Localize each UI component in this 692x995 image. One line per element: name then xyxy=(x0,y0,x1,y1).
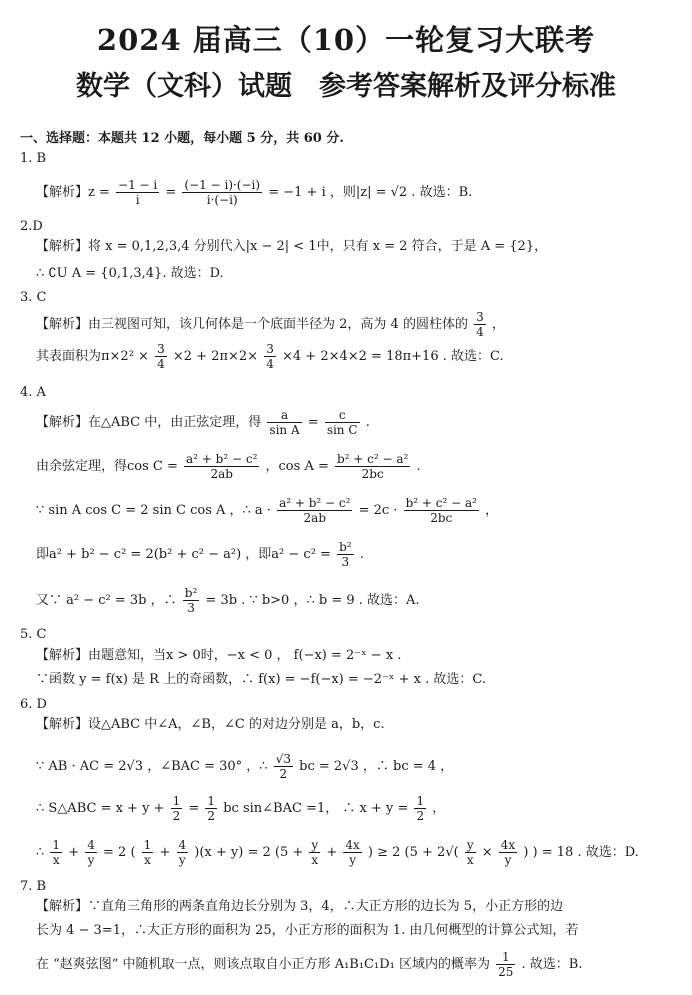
q6-answer: 6. D xyxy=(20,697,47,712)
q3-answer: 3. C xyxy=(20,290,47,305)
q3-explanation-line2: 其表面积为π×2² × $\frac{3}{4}$ ×2 + 2π×2× $\frac{3}{4}$ ×4 + 2×4×2 = 18π+16 . 故选：C. xyxy=(36,342,504,371)
fraction: $\frac{1}{2}$ xyxy=(416,794,425,823)
fraction: $\frac{c}{\text{sin C}}$ xyxy=(326,408,358,437)
q7-line2: 长为 4 − 3=1，∴大正方形的面积为 25，小正方形的面积为 1. 由几何概型的计算公式知，若 xyxy=(36,923,579,938)
q2-explanation-line1: 【解析】将 x = 0,1,2,3,4 分别代入|x − 2| < 1中，只有 x = 2 符合，于是 A = {2}， xyxy=(36,239,548,254)
q7-answer: 7. B xyxy=(20,879,47,894)
document-subtitle: 数学（文科）试题 参考答案解析及评分标准 xyxy=(76,71,616,102)
fraction: $\frac{3}{4}$ xyxy=(476,310,484,339)
fraction: $\frac{a}{\text{sin A}}$ xyxy=(269,408,300,437)
q6-line2: ∵ AB · AC = 2√3 ，∠BAC = 30° ，∴ $\frac{√3}{2}$ bc = 2√3 ，∴ bc = 4 ， xyxy=(36,752,454,781)
fraction: $\frac{\text{b² + c² − a²}}{2bc}$ xyxy=(405,496,477,525)
q4-line5: 又∵ a² − c² = 3b ，∴ $\frac{\text{b²}}{3}$ = 3b . ∵ b>0 ，∴ b = 9 . 故选：A. xyxy=(36,586,420,615)
fraction: $\frac{4x}{y}$ xyxy=(345,838,360,867)
q7-line3: 在 “赵爽弦图” 中随机取一点，则该点取自小正方形 A₁B₁C₁D₁ 区域内的概率为 $\frac{1}{25}$ . 故选：B. xyxy=(36,950,583,979)
fraction: $\frac{\text{a² + b² − c²}}{2ab}$ xyxy=(186,452,258,481)
q1-explanation: 【解析】z = $\frac{-1 - i}{i}$ = $\frac{(-1 - i)\cdot(-i)}{i\cdot(-i)}$ = −1 + i ，则|z| = √2 . 故选：B. xyxy=(36,178,473,207)
fraction: $\frac{√3}{2}$ xyxy=(275,752,291,781)
fraction: $\frac{1}{2}$ xyxy=(172,794,181,823)
fraction: $\frac{1}{25}$ xyxy=(498,950,514,979)
q6-line4: ∴ $\frac{1}{x}$ + $\frac{4}{y}$ = 2 ( $\frac{1}{x}$ + $\frac{4}{y}$ )(x + y) = 2 (5 + $\frac{y}{x}$ + $\frac{4x}{y}$ ) ≥ 2 (5 + 2√( $\frac{y}{x}$ × $\frac{4x}{y}$ ) ) = 18 . 故选：D. xyxy=(36,838,639,867)
fraction: $\frac{3}{4}$ xyxy=(157,342,165,371)
q4-line3: ∵ sin A cos C = 2 sin C cos A ，∴ a · $\frac{\text{a² + b² − c²}}{2ab}$ = 2c · $\frac{\text{b² + c² − a²}}{2bc}$ ， xyxy=(36,496,499,525)
fraction: $\frac{\text{a² + b² − c²}}{2ab}$ xyxy=(279,496,351,525)
q4-line4: 即a² + b² − c² = 2(b² + c² − a²) ，即a² − c² = $\frac{\text{b²}}{3}$ . xyxy=(36,540,364,569)
fraction: $\frac{1}{x}$ xyxy=(52,838,61,867)
q4-line2: 由余弦定理，得cos C = $\frac{\text{a² + b² − c²}}{2ab}$ ，cos A = $\frac{\text{b² + c² − a²}}{2bc}$ . xyxy=(36,452,421,481)
q5-line2: ∵函数 y = f(x) 是 R 上的奇函数，∴ f(x) = −f(−x) = −2⁻ˣ + x . 故选：C. xyxy=(36,672,486,687)
fraction: $\frac{y}{x}$ xyxy=(466,838,474,867)
q6-line1: 【解析】设△ABC 中∠A，∠B，∠C 的对边分别是 a，b，c. xyxy=(36,717,385,732)
fraction: $\frac{\text{b²}}{3}$ xyxy=(184,586,198,615)
fraction: $\frac{1}{2}$ xyxy=(207,794,216,823)
section-heading: 一、选择题：本题共 12 小题，每小题 5 分，共 60 分. xyxy=(20,131,344,146)
q2-answer: 2.D xyxy=(20,219,43,234)
fraction: $\frac{(-1 - i)\cdot(-i)}{i\cdot(-i)}$ xyxy=(184,178,261,207)
q3-explanation-line1: 【解析】由三视图可知，该几何体是一个底面半径为 2，高为 4 的圆柱体的 $\frac{3}{4}$ ， xyxy=(36,310,505,339)
q5-line1: 【解析】由题意知，当x > 0时，−x < 0 ， f(−x) = 2⁻ˣ − x . xyxy=(36,648,402,663)
q7-line1: 【解析】∵直角三角形的两条直角边长分别为 3，4，∴大正方形的边长为 5，小正方形的边 xyxy=(36,899,564,914)
q5-answer: 5. C xyxy=(20,627,47,642)
q1-answer: 1. B xyxy=(20,151,47,166)
q4-answer: 4. A xyxy=(20,385,46,400)
fraction: $\frac{4}{y}$ xyxy=(178,838,187,867)
q2-explanation-line2: ∴ ∁U A = {0,1,3,4}. 故选：D. xyxy=(36,266,224,281)
fraction: $\frac{4}{y}$ xyxy=(87,838,95,867)
fraction: $\frac{-1 - i}{i}$ xyxy=(118,178,158,207)
fraction: $\frac{y}{x}$ xyxy=(311,838,319,867)
fraction: $\frac{\text{b²}}{3}$ xyxy=(339,540,352,569)
q6-line3: ∴ S△ABC = x + y + $\frac{1}{2}$ = $\frac{1}{2}$ bc sin∠BAC =1， ∴ x + y = $\frac{1}{2}$ ， xyxy=(36,794,446,823)
fraction: $\frac{\text{b² + c² − a²}}{2bc}$ xyxy=(337,452,409,481)
document-title: 2024 届高三（10）一轮复习大联考 xyxy=(96,23,596,57)
fraction: $\frac{4x}{y}$ xyxy=(500,838,516,867)
q4-line1: 【解析】在△ABC 中，由正弦定理，得 $\frac{a}{\text{sin A}}$ = $\frac{c}{\text{sin C}}$ . xyxy=(36,408,370,437)
fraction: $\frac{1}{x}$ xyxy=(143,838,152,867)
fraction: $\frac{3}{4}$ xyxy=(266,342,274,371)
